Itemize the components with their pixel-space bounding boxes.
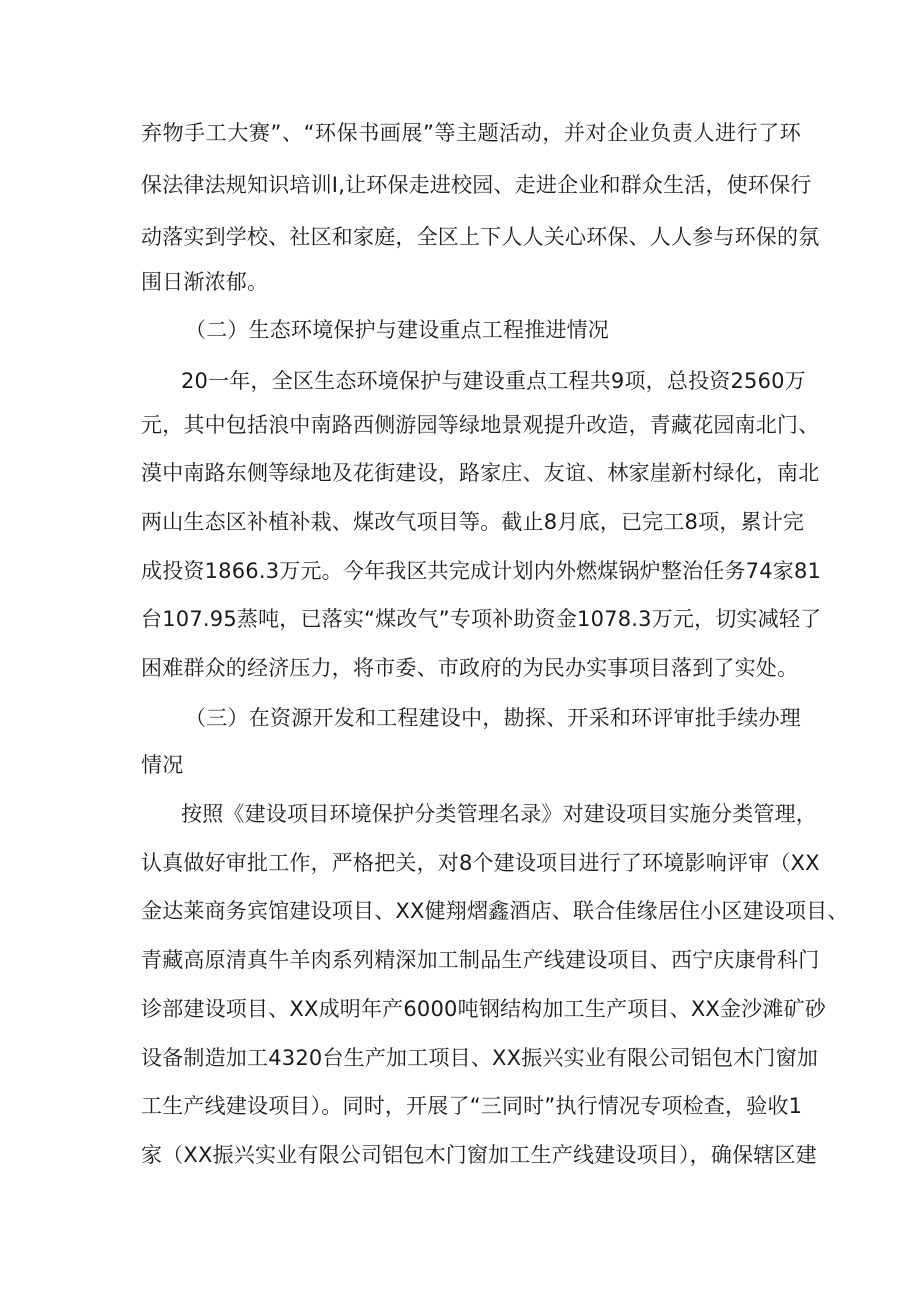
body-text-line: 诊部建设项目、XX成明年产6000吨钢结构加工生产项目、XX金沙滩矿砂 — [141, 997, 826, 1021]
body-text-line: 按照《建设项目环境保护分类管理名录》对建设项目实施分类管理， — [181, 802, 817, 826]
body-text-line: 困难群众的经济压力，将市委、市政府的为民办实事项目落到了实处。 — [141, 656, 799, 680]
body-text-line: 弃物手工大赛”、“环保书画展”等主题活动，并对企业负责人进行了环 — [141, 121, 801, 145]
body-text-line: 漠中南路东侧等绿地及花街建设，路家庄、友谊、林家崖新村绿化，南北 — [141, 461, 820, 485]
body-text-line: 设备制造加工4320台生产加工项目、XX振兴实业有限公司铝包木门窗加 — [141, 1046, 819, 1070]
section-heading-continued: 情况 — [141, 753, 184, 777]
body-text-line: 20一年，全区生态环境保护与建设重点工程共9项，总投资2560万 — [181, 369, 806, 393]
body-text-line: 围日渐浓郁。 — [141, 270, 269, 294]
body-text-line: 工生产线建设项目）。同时，开展了“三同时”执行情况专项检查，验收1 — [141, 1094, 803, 1118]
body-text-line: 动落实到学校、社区和家庭，全区上下人人关心环保、人人参与环保的氛 — [141, 225, 820, 249]
body-text-line: 保法律法规知识培训Ⅰ,让环保走进校园、走进企业和群众生活，使环保行 — [141, 173, 812, 197]
body-text-line: 家（XX振兴实业有限公司铝包木门窗加工生产线建设项目），确保辖区建 — [141, 1143, 817, 1167]
body-text-line: 青藏高原清真牛羊肉系列精深加工制品生产线建设项目、西宁庆康骨科门 — [141, 948, 820, 972]
body-text-line: 元，其中包括浪中南路西侧游园等绿地景观提升改造，青藏花园南北门、 — [141, 413, 820, 437]
section-heading: （二）生态环境保护与建设重点工程推进情况 — [185, 318, 609, 342]
body-text-line: 金达莱商务宾馆建设项目、XX健翔熠鑫酒店、联合佳缘居住小区建设项目、 — [141, 899, 849, 923]
body-text-line: 台107.95蒸吨，已落实“煤改气”专项补助资金1078.3万元，切实减轻了 — [141, 607, 822, 631]
body-text-line: 成投资1866.3万元。今年我区共完成计划内外燃煤锅炉整治任务74家81 — [141, 559, 822, 583]
body-text-line: 认真做好审批工作，严格把关，对8个建设项目进行了环境影响评审（XX — [141, 851, 820, 875]
section-heading: （三）在资源开发和工程建设中，勘探、开采和环评审批手续办理 — [185, 706, 801, 730]
body-text-line: 两山生态区补植补栽、煤改气项目等。截止8月底，已完工8项，累计完 — [141, 510, 805, 534]
